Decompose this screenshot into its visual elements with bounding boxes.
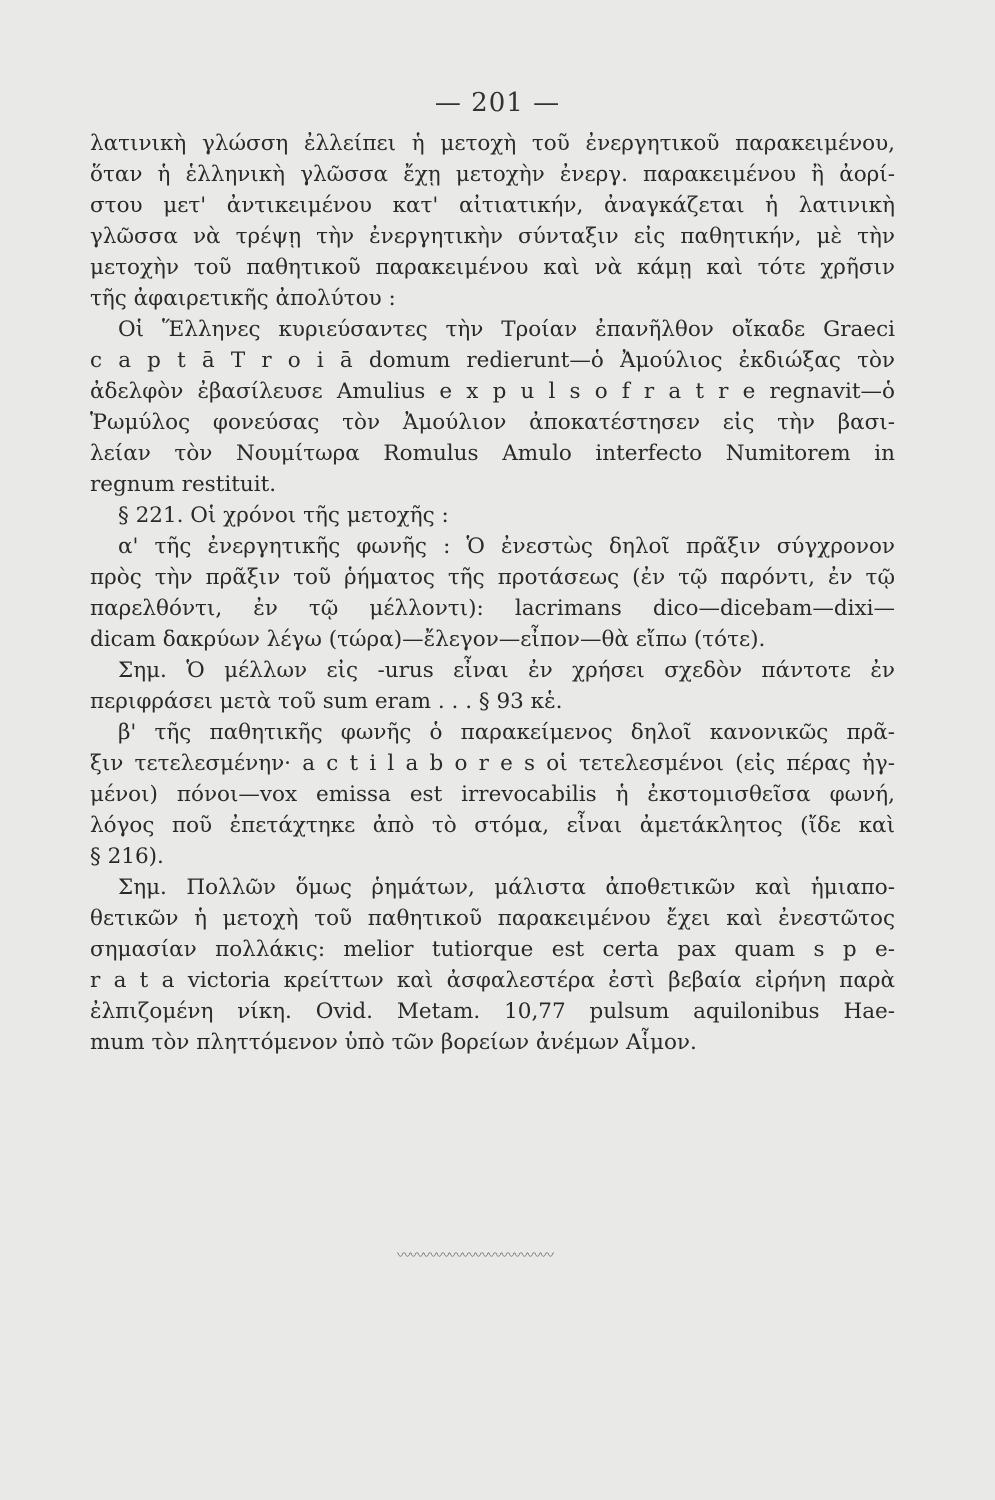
text-line: λόγος ποῦ ἐπετάχτηκε ἀπὸ τὸ στόμα, εἶναι ἀμετάκλητος (ἴδε καὶ [90, 813, 895, 838]
text-line: τῆς ἀφαιρετικῆς ἀπολύτου : [90, 286, 396, 311]
text-line: r a t a victoria κρείττων καὶ ἀσφαλεστέρα ἐστὶ βεβαία εἰρήνη παρὰ [90, 968, 895, 993]
text-line: μένοι) πόνοι—vox emissa est irrevocabilis ἡ ἐκστομισθεῖσα φωνή, [90, 782, 895, 807]
text-line: πρὸς τὴν πρᾶξιν τοῦ ῥήματος τῆς προτάσεως (ἐν τῷ παρόντι, ἐν τῷ [90, 565, 895, 590]
text-line: mum τὸν πληττόμενον ὑπὸ τῶν βορείων ἀνέμων Αἷμον. [90, 1030, 697, 1055]
text-line: μετοχὴν τοῦ παθητικοῦ παρακειμένου καὶ νὰ κάμῃ καὶ τότε χρῆσιν [90, 255, 895, 280]
note-line: Σημ. Πολλῶν ὅμως ῥημάτων, μάλιστα ἀποθετικῶν καὶ ἡμιαπο- [118, 875, 895, 900]
note-line: Σημ. Ὁ μέλλων εἰς -urus εἶναι ἐν χρήσει σχεδὸν πάντοτε ἐν [118, 658, 895, 683]
text-line: c a p t ā T r o i ā domum redierunt—ὁ Ἀμούλιος ἐκδιώξας τὸν [90, 348, 895, 373]
text-line: ὅταν ἡ ἑλληνικὴ γλῶσσα ἔχῃ μετοχὴν ἐνεργ. παρακειμένου ἢ ἀορί- [90, 162, 895, 187]
page-number: — 201 — [434, 88, 561, 118]
text-line: γλῶσσα νὰ τρέψῃ τὴν ἐνεργητικὴν σύνταξιν εἰς παθητικήν, μὲ τὴν [90, 224, 895, 249]
section-heading: § 221. Οἱ χρόνοι τῆς μετοχῆς : [118, 503, 449, 528]
text-line: ἐλπιζομένη νίκη. Ovid. Metam. 10,77 pulsum aquilonibus Hae- [90, 999, 895, 1024]
text-line: παρελθόντι, ἐν τῷ μέλλοντι): lacrimans dico—dicebam—dixi— [90, 596, 895, 621]
text-line: α' τῆς ἐνεργητικῆς φωνῆς : Ὁ ἐνεστὼς δηλοῖ πρᾶξιν σύγχρονον [118, 534, 895, 559]
text-line: Οἱ Ἕλληνες κυριεύσαντες τὴν Τροίαν ἐπανῆλθον οἴκαδε Graeci [118, 317, 895, 342]
ornament-divider: 〰〰〰〰〰〰〰〰〰〰〰〰 [397, 1248, 553, 1264]
text-line: ἀδελφὸν ἐβασίλευσε Amulius e x p u l s o f r a t r e regnavit—ὁ [90, 379, 895, 404]
text-line: ξιν τετελεσμένην· a c t i l a b o r e s οἱ τετελεσμένοι (εἰς πέρας ἠγ- [90, 751, 895, 776]
text-line: § 216). [90, 844, 164, 869]
text-line: περιφράσει μετὰ τοῦ sum eram . . . § 93 κἑ. [90, 689, 563, 714]
body-text [90, 128, 895, 1058]
text-line: λατινικὴ γλώσση ἐλλείπει ἡ μετοχὴ τοῦ ἐνεργητικοῦ παρακειμένου, [90, 131, 895, 156]
text-line: β' τῆς παθητικῆς φωνῆς ὁ παρακείμενος δηλοῖ κανονικῶς πρᾶ- [118, 720, 895, 745]
text-line: regnum restituit. [90, 472, 277, 497]
text-line: λείαν τὸν Νουμίτωρα Romulus Amulo interfecto Numitorem in [90, 441, 895, 466]
text-line: Ῥωμύλος φονεύσας τὸν Ἀμούλιον ἀποκατέστησεν εἰς τὴν βασι- [90, 410, 895, 435]
text-line: dicam δακρύων λέγω (τώρα)—ἔλεγον—εἶπον—θὰ εἴπω (τότε). [90, 627, 766, 652]
text-line: σημασίαν πολλάκις: melior tutiorque est certa pax quam s p e- [90, 937, 895, 962]
text-line: θετικῶν ἡ μετοχὴ τοῦ παθητικοῦ παρακειμένου ἔχει καὶ ἐνεστῶτος [90, 906, 895, 931]
text-line: στου μετ' ἀντικειμένου κατ' αἰτιατικήν, ἀναγκάζεται ἡ λατινικὴ [90, 193, 895, 218]
